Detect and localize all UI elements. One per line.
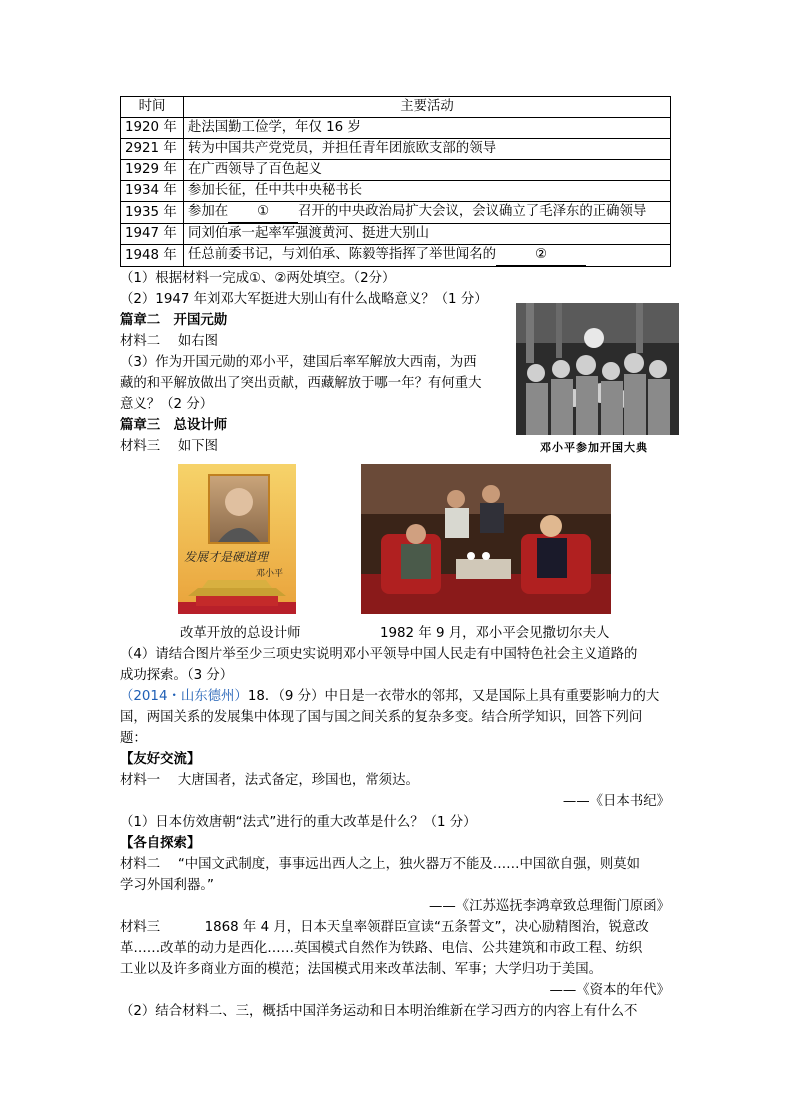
column-header-activity: 主要活动 <box>184 97 671 118</box>
year-cell: 1929 年 <box>121 160 184 181</box>
tiananmen-icon <box>178 576 296 614</box>
table-row <box>121 139 671 160</box>
question-4-line1: （4）请结合图片举至少三项史实说明邓小平领导中国人民走有中国特色社会主义道路的 <box>120 647 638 662</box>
year-cell: 1935 年 <box>121 202 184 224</box>
activity-text: 参加在 <box>188 204 229 219</box>
caption-meeting: 1982 年 9 月，邓小平会见撒切尔夫人 <box>380 626 610 641</box>
section-separate-exploration: 【各自探索】 <box>120 836 201 851</box>
table-row <box>121 224 671 245</box>
question-18-2: （2）结合材料二、三，概括中国洋务运动和日本明治维新在学习西方的内容上有什么不 <box>120 1004 638 1019</box>
portrait-icon <box>210 476 268 542</box>
material-3-line2: 革……改革的动力是西化……英国模式自然作为铁路、电信、公共建筑和市政工程、纺织 <box>120 941 643 956</box>
founding-ceremony-illustration <box>516 303 679 435</box>
material-2-label: 材料二 如右图 <box>120 334 218 349</box>
section-friendly-exchange: 【友好交流】 <box>120 752 201 767</box>
question-3-line2: 藏的和平解放做出了突出贡献，西藏解放于哪一年？有何重大 <box>120 376 482 391</box>
activity-text: 任总前委书记，与刘伯承、陈毅等指挥了举世闻名的 <box>188 247 496 262</box>
table-row <box>121 202 671 224</box>
question-18-1: （1）日本仿效唐朝“法式”进行的重大改革是什么？（1 分） <box>120 815 477 830</box>
poster-signature: 邓小平 <box>256 569 284 579</box>
activity-cell <box>184 202 671 224</box>
activity-cell: 赴法国勤工俭学，年仅 16 岁 <box>184 118 671 139</box>
year-cell: 1934 年 <box>121 181 184 202</box>
founding-ceremony-photo <box>516 303 679 435</box>
activity-cell: 在广西领导了百色起义 <box>184 160 671 181</box>
year-cell: 2921 年 <box>121 139 184 160</box>
material-1-text: 材料一 大唐国者，法式备定，珍国也，常须达。 <box>120 773 419 788</box>
table-row <box>121 118 671 139</box>
table-row <box>121 181 671 202</box>
material-2-source: ——《江苏巡抚李鸿章致总理衙门原函》 <box>428 899 670 914</box>
chapter-2-title: 篇章二 开国元勋 <box>120 313 228 328</box>
activity-cell: 转为中国共产党党员，并担任青年团旅欧支部的领导 <box>184 139 671 160</box>
chief-architect-poster <box>178 464 296 614</box>
question-18-line2: 国，两国关系的发展集中体现了国与国之间关系的复杂多变。结合所学知识，回答下列问 <box>120 710 643 725</box>
question-18-line3: 题： <box>120 731 147 746</box>
material-2-line1: 材料二 “中国文武制度，事事远出西人之上，独火器万不能及……中国欲自强，则莫如 <box>120 857 641 872</box>
table-row <box>121 160 671 181</box>
fill-blank-2: ② <box>496 245 586 266</box>
material-2-line2: 学习外国利器。” <box>120 878 214 893</box>
material-3-label: 材料三 如下图 <box>120 439 218 454</box>
material-1-source: ——《日本书纪》 <box>562 794 670 809</box>
material-3-line3: 工业以及许多商业方面的模范；法国模式用来改革法制、军事；大学归功于美国。 <box>120 962 603 977</box>
activity-cell: 参加长征，任中共中央秘书长 <box>184 181 671 202</box>
meeting-illustration <box>361 464 611 614</box>
question-4-line2: 成功探索。（3 分） <box>120 668 234 683</box>
fill-blank-1: ① <box>228 202 298 223</box>
question-2: （2）1947 年刘邓大军挺进大别山有什么战略意义？（1 分） <box>120 292 488 307</box>
portrait-photo <box>208 474 270 544</box>
poster-calligraphy: 发展才是硬道理 <box>184 550 269 564</box>
column-header-time: 时间 <box>121 97 184 118</box>
year-cell: 1947 年 <box>121 224 184 245</box>
question-18-line1 <box>120 687 659 707</box>
year-cell: 1948 年 <box>121 245 184 267</box>
caption-chief-architect: 改革开放的总设计师 <box>180 626 301 641</box>
photo-caption-founding: 邓小平参加开国大典 <box>540 441 648 454</box>
question-3-line3: 意义？（2 分） <box>120 397 214 412</box>
material-3-line1: 材料三 1868 年 4 月，日本天皇率领群臣宣读“五条誓文”，决心励精图治，锐意改 <box>120 920 649 935</box>
chapter-3-title: 篇章三 总设计师 <box>120 418 228 433</box>
activity-text: 召开的中央政治局扩大会议，会议确立了毛泽东的正确领导 <box>298 204 647 219</box>
meeting-thatcher-photo <box>361 464 611 614</box>
timeline-table <box>120 96 671 267</box>
table-row <box>121 245 671 267</box>
question-1: （1）根据材料一完成①、②两处填空。（2分） <box>120 271 396 286</box>
year-cell: 1920 年 <box>121 118 184 139</box>
question-18-intro: 18．（9 分）中日是一衣带水的邻邦，又是国际上具有重要影响力的大 <box>247 689 660 704</box>
activity-cell <box>184 245 671 267</box>
question-3-line1: （3）作为开国元勋的邓小平，建国后率军解放大西南，为西 <box>120 355 477 370</box>
source-tag: （2014・山东德州） <box>120 689 248 704</box>
material-3-source: ——《资本的年代》 <box>549 983 670 998</box>
table-header-row <box>121 97 671 118</box>
activity-cell: 同刘伯承一起率军强渡黄河、挺进大别山 <box>184 224 671 245</box>
